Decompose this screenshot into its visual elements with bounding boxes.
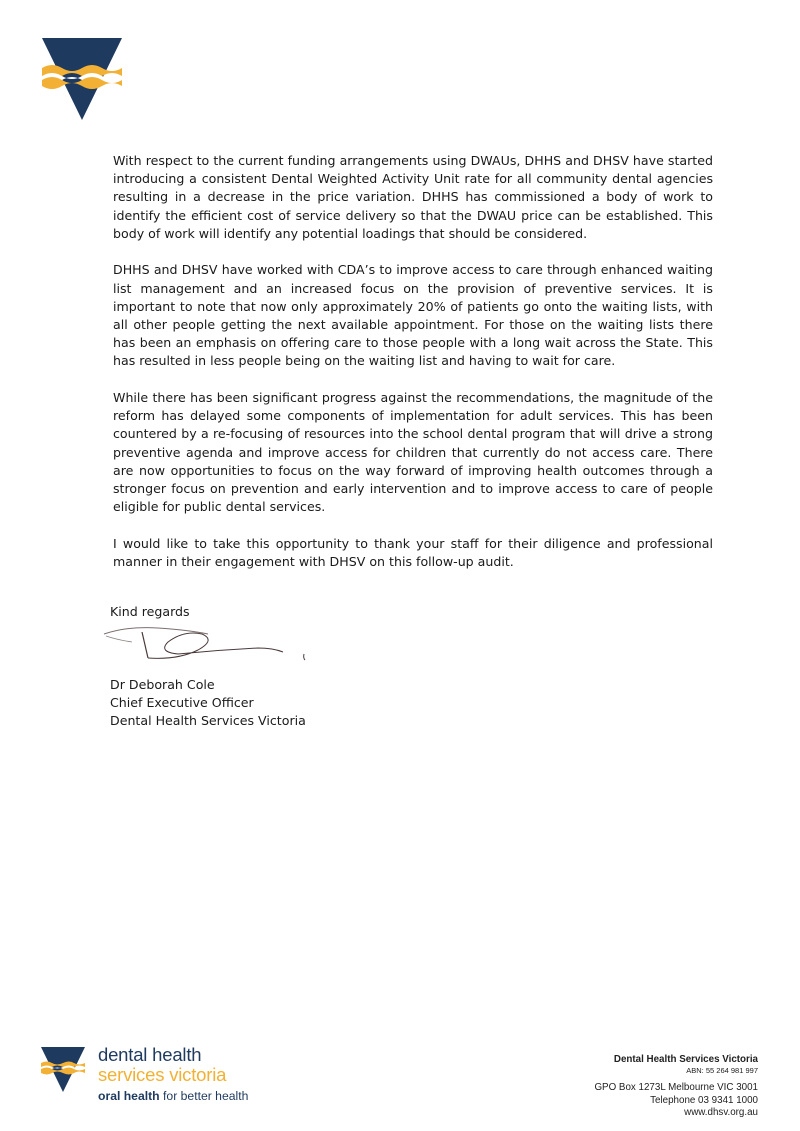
signature-image	[98, 620, 318, 670]
tagline-bold: oral health	[98, 1089, 160, 1103]
signatory-name: Dr Deborah Cole	[110, 677, 215, 692]
tagline-rest: for better health	[159, 1089, 249, 1103]
footer-abn: ABN: 55 264 981 997	[686, 1066, 758, 1075]
brand-name-line2: services victoria	[98, 1064, 227, 1085]
footer-org-name: Dental Health Services Victoria	[613, 1054, 758, 1065]
signatory-organisation: Dental Health Services Victoria	[110, 713, 306, 728]
footer-logo-icon	[40, 1047, 86, 1093]
brand-tagline	[98, 1089, 248, 1103]
footer-telephone: Telephone 03 9341 1000	[650, 1094, 758, 1106]
signatory-title: Chief Executive Officer	[110, 695, 254, 710]
paragraph-thanks: I would like to take this opportunity to thank your staff for their diligence and professional manner in their engagement with DHSV on this follow-up audit.	[113, 535, 713, 570]
paragraph-access: DHHS and DHSV have worked with CDA’s to improve access to care through enhanced waiting list management and an increased focus on the provision of preventive services. It is important to note that now only approximately 20% of patients go onto the waiting lists, with all other people getting the next available appointment. For those on the waiting lists there has been an emphasis on offering care to those people with a long wait across the State. This has resulted in less people being on the waiting list and having to wait for care.	[113, 262, 713, 369]
dhsv-logo-icon	[40, 38, 124, 122]
closing-salutation: Kind regards	[110, 604, 190, 619]
footer-postal-address: GPO Box 1273L Melbourne VIC 3001	[594, 1082, 758, 1093]
footer-website: www.dhsv.org.au	[684, 1107, 758, 1118]
footer-brand	[98, 1045, 248, 1103]
signature-block	[110, 676, 306, 730]
footer-address	[594, 1053, 758, 1120]
brand-name-line1: dental health	[98, 1044, 202, 1065]
paragraph-funding: With respect to the current funding arrangements using DWAUs, DHHS and DHSV have started introducing a consistent Dental Weighted Activity Unit rate for all community dental agencies resulting in a decrease in the price variation. DHHS has commissioned a body of work to identify the efficient cost of service delivery so that the DWAU price can be established. This body of work will identify any potential loadings that should be considered.	[113, 153, 713, 241]
paragraph-progress: While there has been significant progress against the recommendations, the magnitude of the reform has delayed some components of implementation for adult services. This has been countered by a re-focusing of resources into the school dental program that will drive a strong preventive agenda and improve access for children that currently do not access care. There are now opportunities to focus on the way forward of improving health outcomes through a stronger focus on prevention and early intervention and to improve access to care of people eligible for public dental services.	[113, 390, 713, 515]
letter-body	[113, 152, 713, 590]
